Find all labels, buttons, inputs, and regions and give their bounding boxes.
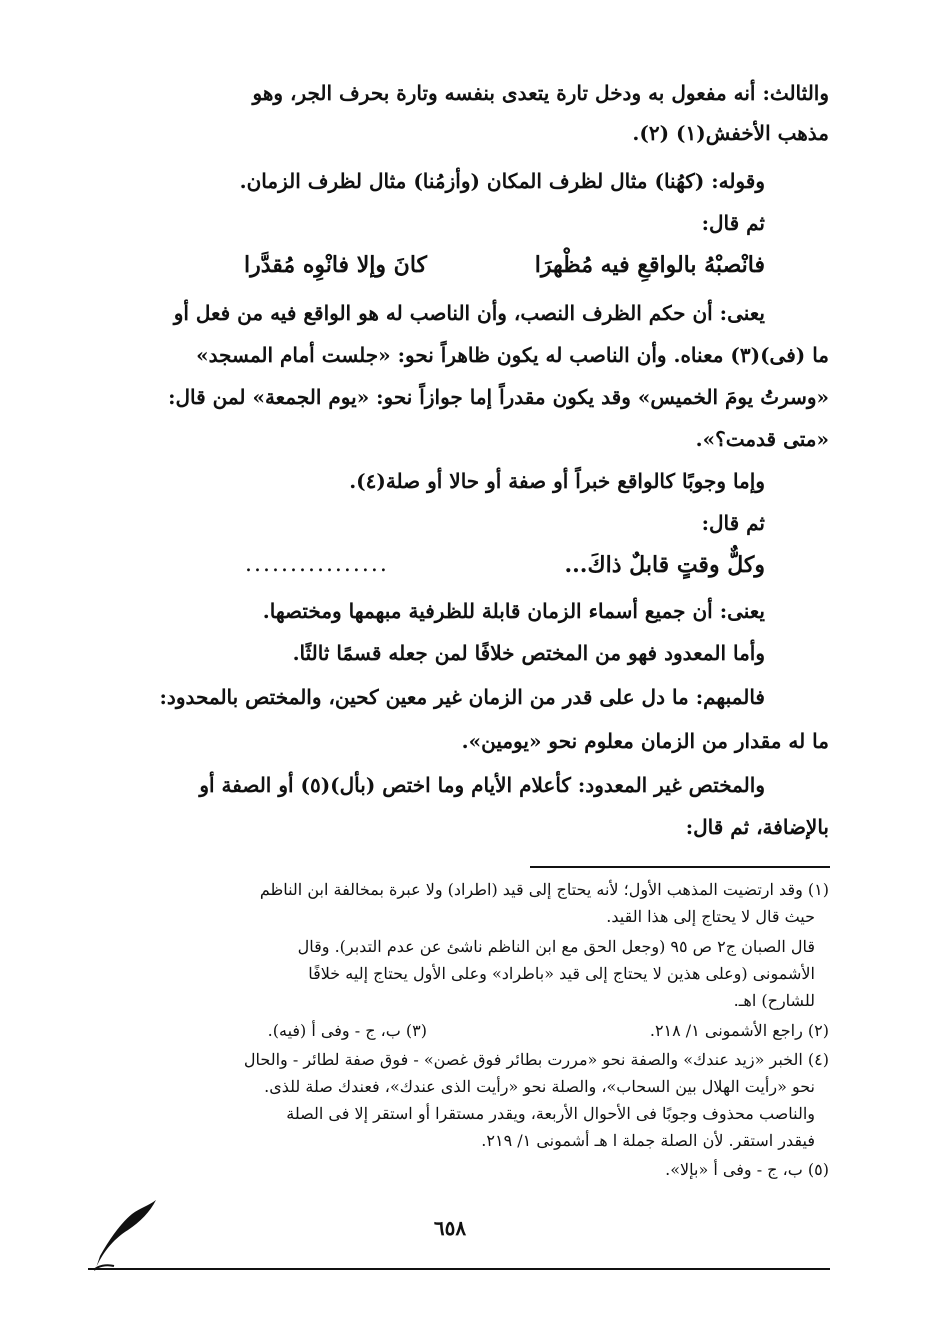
body-line-14: ما له مقدار من الزمان معلوم نحو «يومين». [461,729,829,753]
body-line-3: وقوله: (كهُنا) مثال لظرف المكان (وأزمُنا) مثال لظرف الزمان. [239,169,765,193]
body-line-9: وإما وجوبًا كالواقع خبراً أو صفة أو حالا أو صلة(٤). [349,469,765,493]
footnote-line-9: نحو «رأيت الهلال بين السحاب»، والصلة نحو «رأيت الذى عندك»، فعندك صلة للذى. [264,1077,815,1096]
body-line-13: فالمبهم: ما دل على قدر من الزمان غير معين كحين، والمختص بالمحدود: [159,685,765,709]
bottom-rule [88,1268,830,1270]
verse2-omission-dots: ................ [245,552,389,577]
footnote-line-6: (٢) راجع الأشمونى ١/ ٢١٨. [649,1021,829,1040]
body-line-12: وأما المعدود فهو من المختص خلافًا لمن جعله قسمًا ثالثًا. [292,641,765,665]
footnote-separator [530,866,830,868]
body-line-8: «متى قدمت؟». [695,427,829,451]
footnote-line-3: قال الصبان ج٢ ص ٩٥ (وجعل الحق مع ابن الناظم ناشئ عن عدم التدبر). وقال [297,937,815,956]
footnote-line-10: والناصب محذوف وجوبًا فى الأحوال الأربعة، ويقدر مستقرا أو استقر إلا فى الصلة [286,1104,815,1123]
body-line-2: مذهب الأخفش(١) (٢). [632,121,829,145]
body-line-16: بالإضافة، ثم قال: [685,815,829,839]
quill-icon [88,1194,160,1274]
verse2-right-hemistich: وكلٌّ وقتٍ قابلٌ ذاكَ... [564,552,765,578]
body-line-5: يعنى: أن حكم الظرف النصب، وأن الناصب له هو الواقع فيه من فعل أو [173,301,765,325]
footnote-line-5: للشارح) اهـ. [733,991,815,1010]
verse1-right-hemistich: فانْصبْهُ بالواقعِ فيه مُظْهرَا [534,252,765,278]
footnote-line-2: حيث قال لا يحتاج إلى هذا القيد. [606,907,815,926]
body-line-7: «وسرتُ يومَ الخميس» وقد يكون مقدراً إما جوازاً نحو: «يوم الجمعة» لمن قال: [168,385,829,409]
body-line-10: ثم قال: [701,511,765,535]
footnote-line-8: (٤) الخبر «زيد عندك» والصفة نحو «مررت بطائر فوق غصن» - فوق صفة لطائر - والحال [243,1050,829,1069]
footnote-line-11: فيقدر استقر. لأن الصلة جملة ا هـ أشمونى ١/ ٢١٩. [481,1131,815,1150]
body-line-4: ثم قال: [701,211,765,235]
footnote-line-12: (٥) ب، ج - وفى أ «بإلا». [665,1160,829,1179]
body-line-15: والمختص غير المعدود: كأعلام الأيام وما اختص (بأل)(٥) أو الصفة أو [199,773,765,797]
footnote-line-1: (١) وقد ارتضيت المذهب الأول؛ لأنه يحتاج إلى قيد (اطراد) ولا عبرة بمخالفة ابن الناظم [259,880,829,899]
body-line-11: يعنى: أن جميع أسماء الزمان قابلة للظرفية مبهمها ومختصها. [262,599,765,623]
footnote-line-4: الأشمونى (وعلى هذين لا يحتاج إلى قيد «باطراد» وعلى الأول يحتاج إليه خلافًا [308,964,815,983]
footnote-line-7: (٣) ب، ج - وفى أ (فيه). [267,1021,427,1040]
body-line-6: ما (فى)(٣) معناه. وأن الناصب له يكون ظاهراً نحو: «جلست أمام المسجد» [196,343,829,367]
page-number: ٦٥٨ [433,1216,467,1240]
verse1-left-hemistich: كانَ وإلا فانْوِه مُقدَّرا [243,252,427,278]
body-line-1: والثالث: أنه مفعول به ودخل تارة يتعدى بنفسه وتارة بحرف الجر، وهو [252,81,829,105]
